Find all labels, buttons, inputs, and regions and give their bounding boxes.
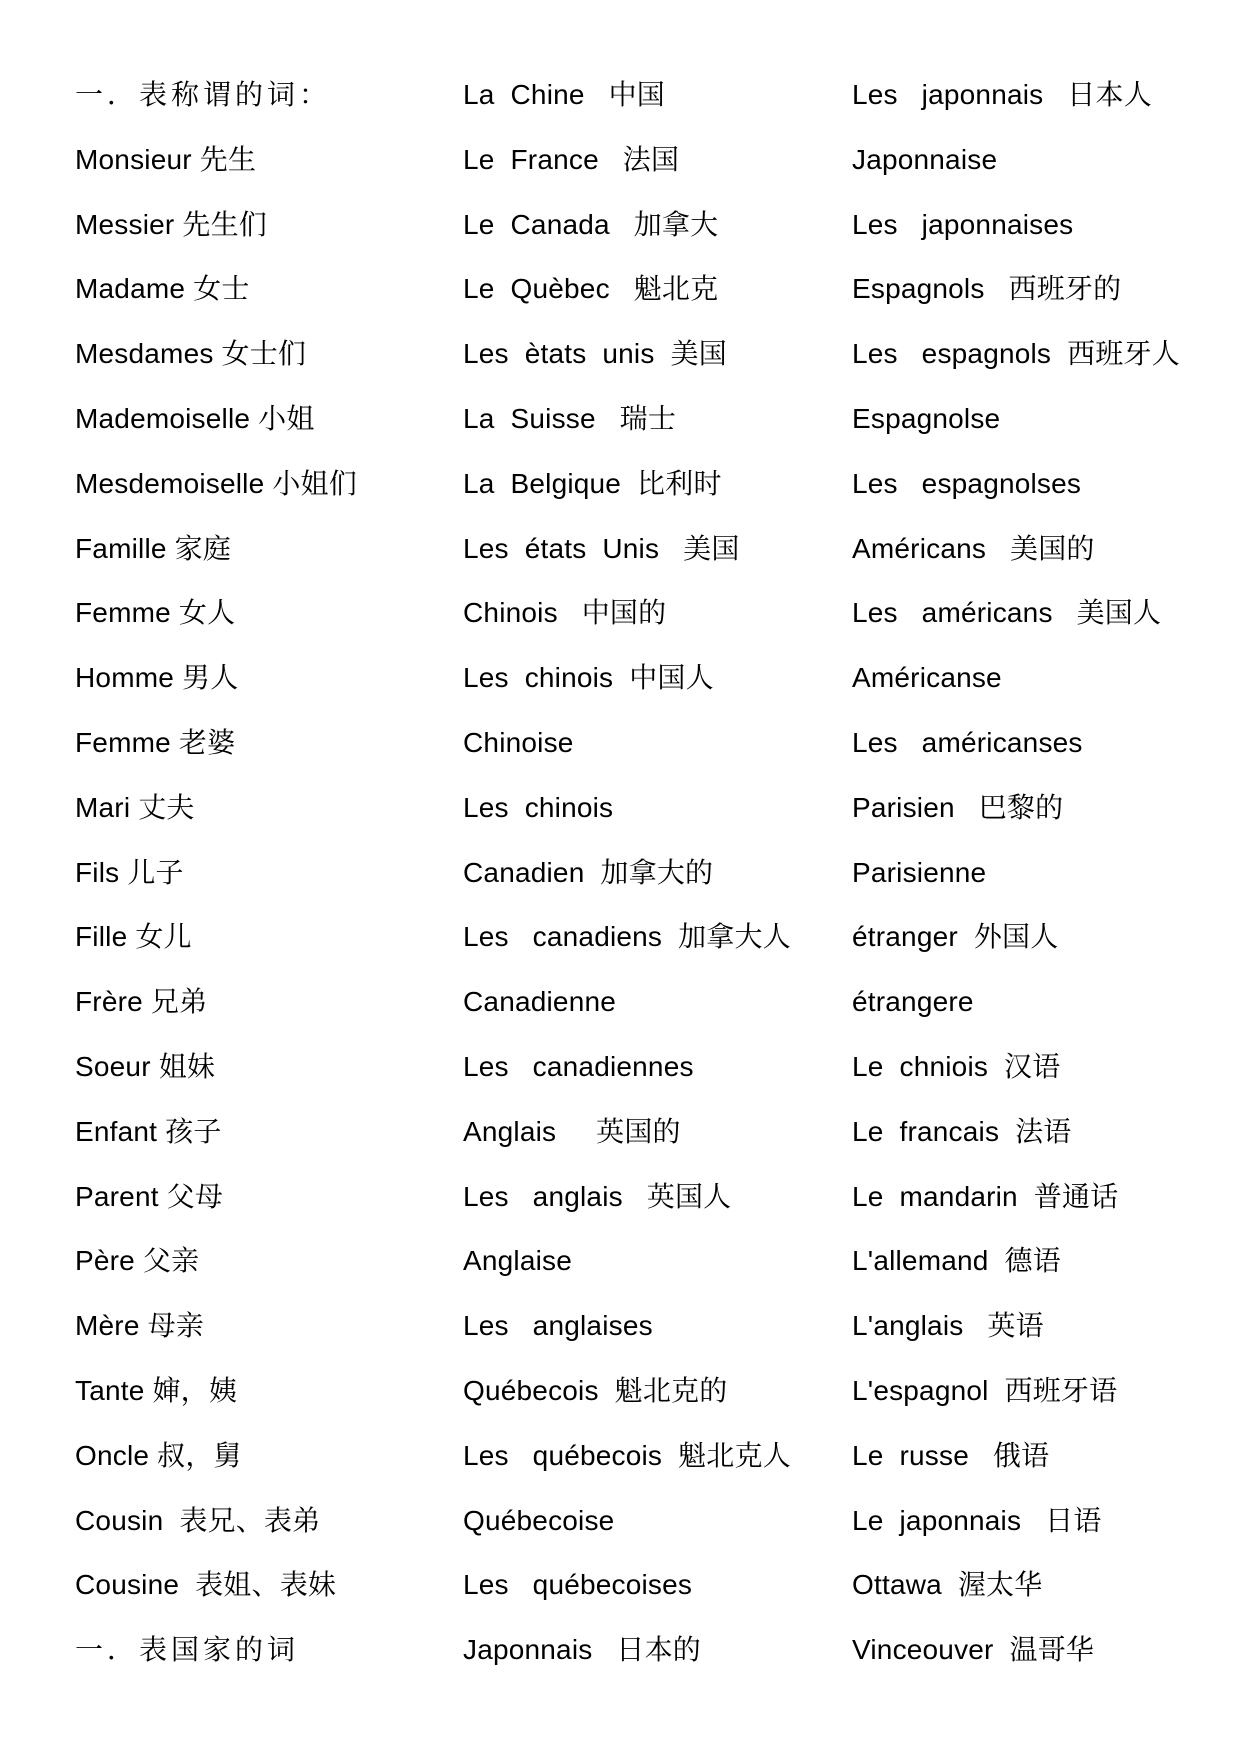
vocabulary-entry: Mari 丈夫 <box>75 791 195 823</box>
vocabulary-entry: Les québecoises <box>463 1569 693 1601</box>
vocabulary-entry: Québecoise <box>463 1504 615 1536</box>
vocabulary-entry: étranger 外国人 <box>852 921 1059 953</box>
vocabulary-entry: Ottawa 渥太华 <box>852 1569 1043 1601</box>
vocabulary-entry: Québecois 魁北克的 <box>463 1374 728 1406</box>
vocabulary-entry: Japonnaise <box>852 143 998 175</box>
vocabulary-entry: Vinceouver 温哥华 <box>852 1634 1095 1666</box>
vocabulary-entry: Le francais 法语 <box>852 1115 1072 1147</box>
vocabulary-entry: Les québecois 魁北克人 <box>463 1439 791 1471</box>
vocabulary-entry: L'anglais 英语 <box>852 1310 1044 1342</box>
vocabulary-entry: Les ètats unis 美国 <box>463 338 727 370</box>
vocabulary-entry: Américans 美国的 <box>852 532 1095 564</box>
vocabulary-entry: Chinoise <box>463 726 574 758</box>
vocabulary-entry: Le chniois 汉语 <box>852 1050 1061 1082</box>
vocabulary-entry: Canadien 加拿大的 <box>463 856 714 888</box>
vocabulary-entry: Chinois 中国的 <box>463 597 667 629</box>
vocabulary-entry: Canadienne <box>463 986 617 1018</box>
vocabulary-entry: Famille 家庭 <box>75 532 232 564</box>
vocabulary-entry: Mademoiselle 小姐 <box>75 402 315 434</box>
vocabulary-entry: Enfant 孩子 <box>75 1115 222 1147</box>
vocabulary-column-2 <box>463 74 838 1694</box>
vocabulary-entry: Messier 先生们 <box>75 208 267 240</box>
vocabulary-entry: Parisien 巴黎的 <box>852 791 1064 823</box>
vocabulary-entry: Américanse <box>852 662 1002 694</box>
vocabulary-column-3 <box>852 74 1232 1694</box>
vocabulary-entry: Les canadiens 加拿大人 <box>463 921 791 953</box>
vocabulary-entry: Le japonnais 日语 <box>852 1504 1102 1536</box>
vocabulary-entry: étrangere <box>852 986 974 1018</box>
vocabulary-entry: Monsieur 先生 <box>75 143 257 175</box>
vocabulary-entry: Les canadiennes <box>463 1050 694 1082</box>
vocabulary-entry: Madame 女士 <box>75 273 250 305</box>
vocabulary-entry: Les chinois 中国人 <box>463 662 714 694</box>
vocabulary-entry: Femme 老婆 <box>75 726 236 758</box>
vocabulary-entry: L'espagnol 西班牙语 <box>852 1374 1118 1406</box>
vocabulary-entry: Cousin 表兄、表弟 <box>75 1504 321 1536</box>
vocabulary-entry: Femme 女人 <box>75 597 236 629</box>
vocabulary-entry: La Belgique 比利时 <box>463 467 722 499</box>
vocabulary-entry: Homme 男人 <box>75 662 239 694</box>
vocabulary-entry: Frère 兄弟 <box>75 986 208 1018</box>
vocabulary-entry: Anglaise <box>463 1245 573 1277</box>
vocabulary-entry: Parent 父母 <box>75 1180 224 1212</box>
vocabulary-entry: Mère 母亲 <box>75 1310 204 1342</box>
vocabulary-entry: Le russe 俄语 <box>852 1439 1050 1471</box>
vocabulary-entry: Les espagnols 西班牙人 <box>852 338 1180 370</box>
vocabulary-entry: Parisienne <box>852 856 987 888</box>
vocabulary-entry: Le Canada 加拿大 <box>463 208 719 240</box>
vocabulary-entry: Les japonnaises <box>852 208 1074 240</box>
vocabulary-entry: Tante 婶，姨 <box>75 1374 238 1406</box>
vocabulary-entry: Les chinois <box>463 791 614 823</box>
vocabulary-entry: Mesdames 女士们 <box>75 338 307 370</box>
vocabulary-entry: Le mandarin 普通话 <box>852 1180 1119 1212</box>
vocabulary-entry: Le France 法国 <box>463 143 680 175</box>
section-heading: 一．表称谓的词： <box>75 78 332 111</box>
vocabulary-entry: Japonnais 日本的 <box>463 1634 701 1666</box>
vocabulary-entry: Soeur 姐妹 <box>75 1050 216 1082</box>
vocabulary-entry: Les anglais 英国人 <box>463 1180 732 1212</box>
vocabulary-entry: Les japonnais 日本人 <box>852 79 1152 110</box>
vocabulary-entry: Fils 儿子 <box>75 856 184 888</box>
vocabulary-entry: Les américans 美国人 <box>852 597 1162 629</box>
section-heading: 一．表国家的词 <box>75 1633 300 1667</box>
vocabulary-entry: Cousine 表姐、表妹 <box>75 1569 337 1601</box>
vocabulary-entry: Mesdemoiselle 小姐们 <box>75 467 357 499</box>
vocabulary-entry: Oncle 叔，舅 <box>75 1439 242 1471</box>
vocabulary-entry: Espagnols 西班牙的 <box>852 273 1122 305</box>
vocabulary-entry: Espagnolse <box>852 402 1001 434</box>
vocabulary-column-1 <box>75 74 445 1694</box>
vocabulary-entry: Les états Unis 美国 <box>463 532 740 564</box>
vocabulary-entry: Fille 女儿 <box>75 921 192 953</box>
vocabulary-entry: La Suisse 瑞士 <box>463 402 677 434</box>
vocabulary-entry: Père 父亲 <box>75 1245 200 1277</box>
vocabulary-entry: La Chine 中国 <box>463 79 665 110</box>
vocabulary-entry: Les anglaises <box>463 1310 653 1342</box>
vocabulary-entry: Anglais 英国的 <box>463 1115 681 1147</box>
vocabulary-entry: Les espagnolses <box>852 467 1082 499</box>
vocabulary-entry: Le Quèbec 魁北克 <box>463 273 719 305</box>
vocabulary-entry: Les américanses <box>852 726 1083 758</box>
vocabulary-entry: L'allemand 德语 <box>852 1245 1061 1277</box>
